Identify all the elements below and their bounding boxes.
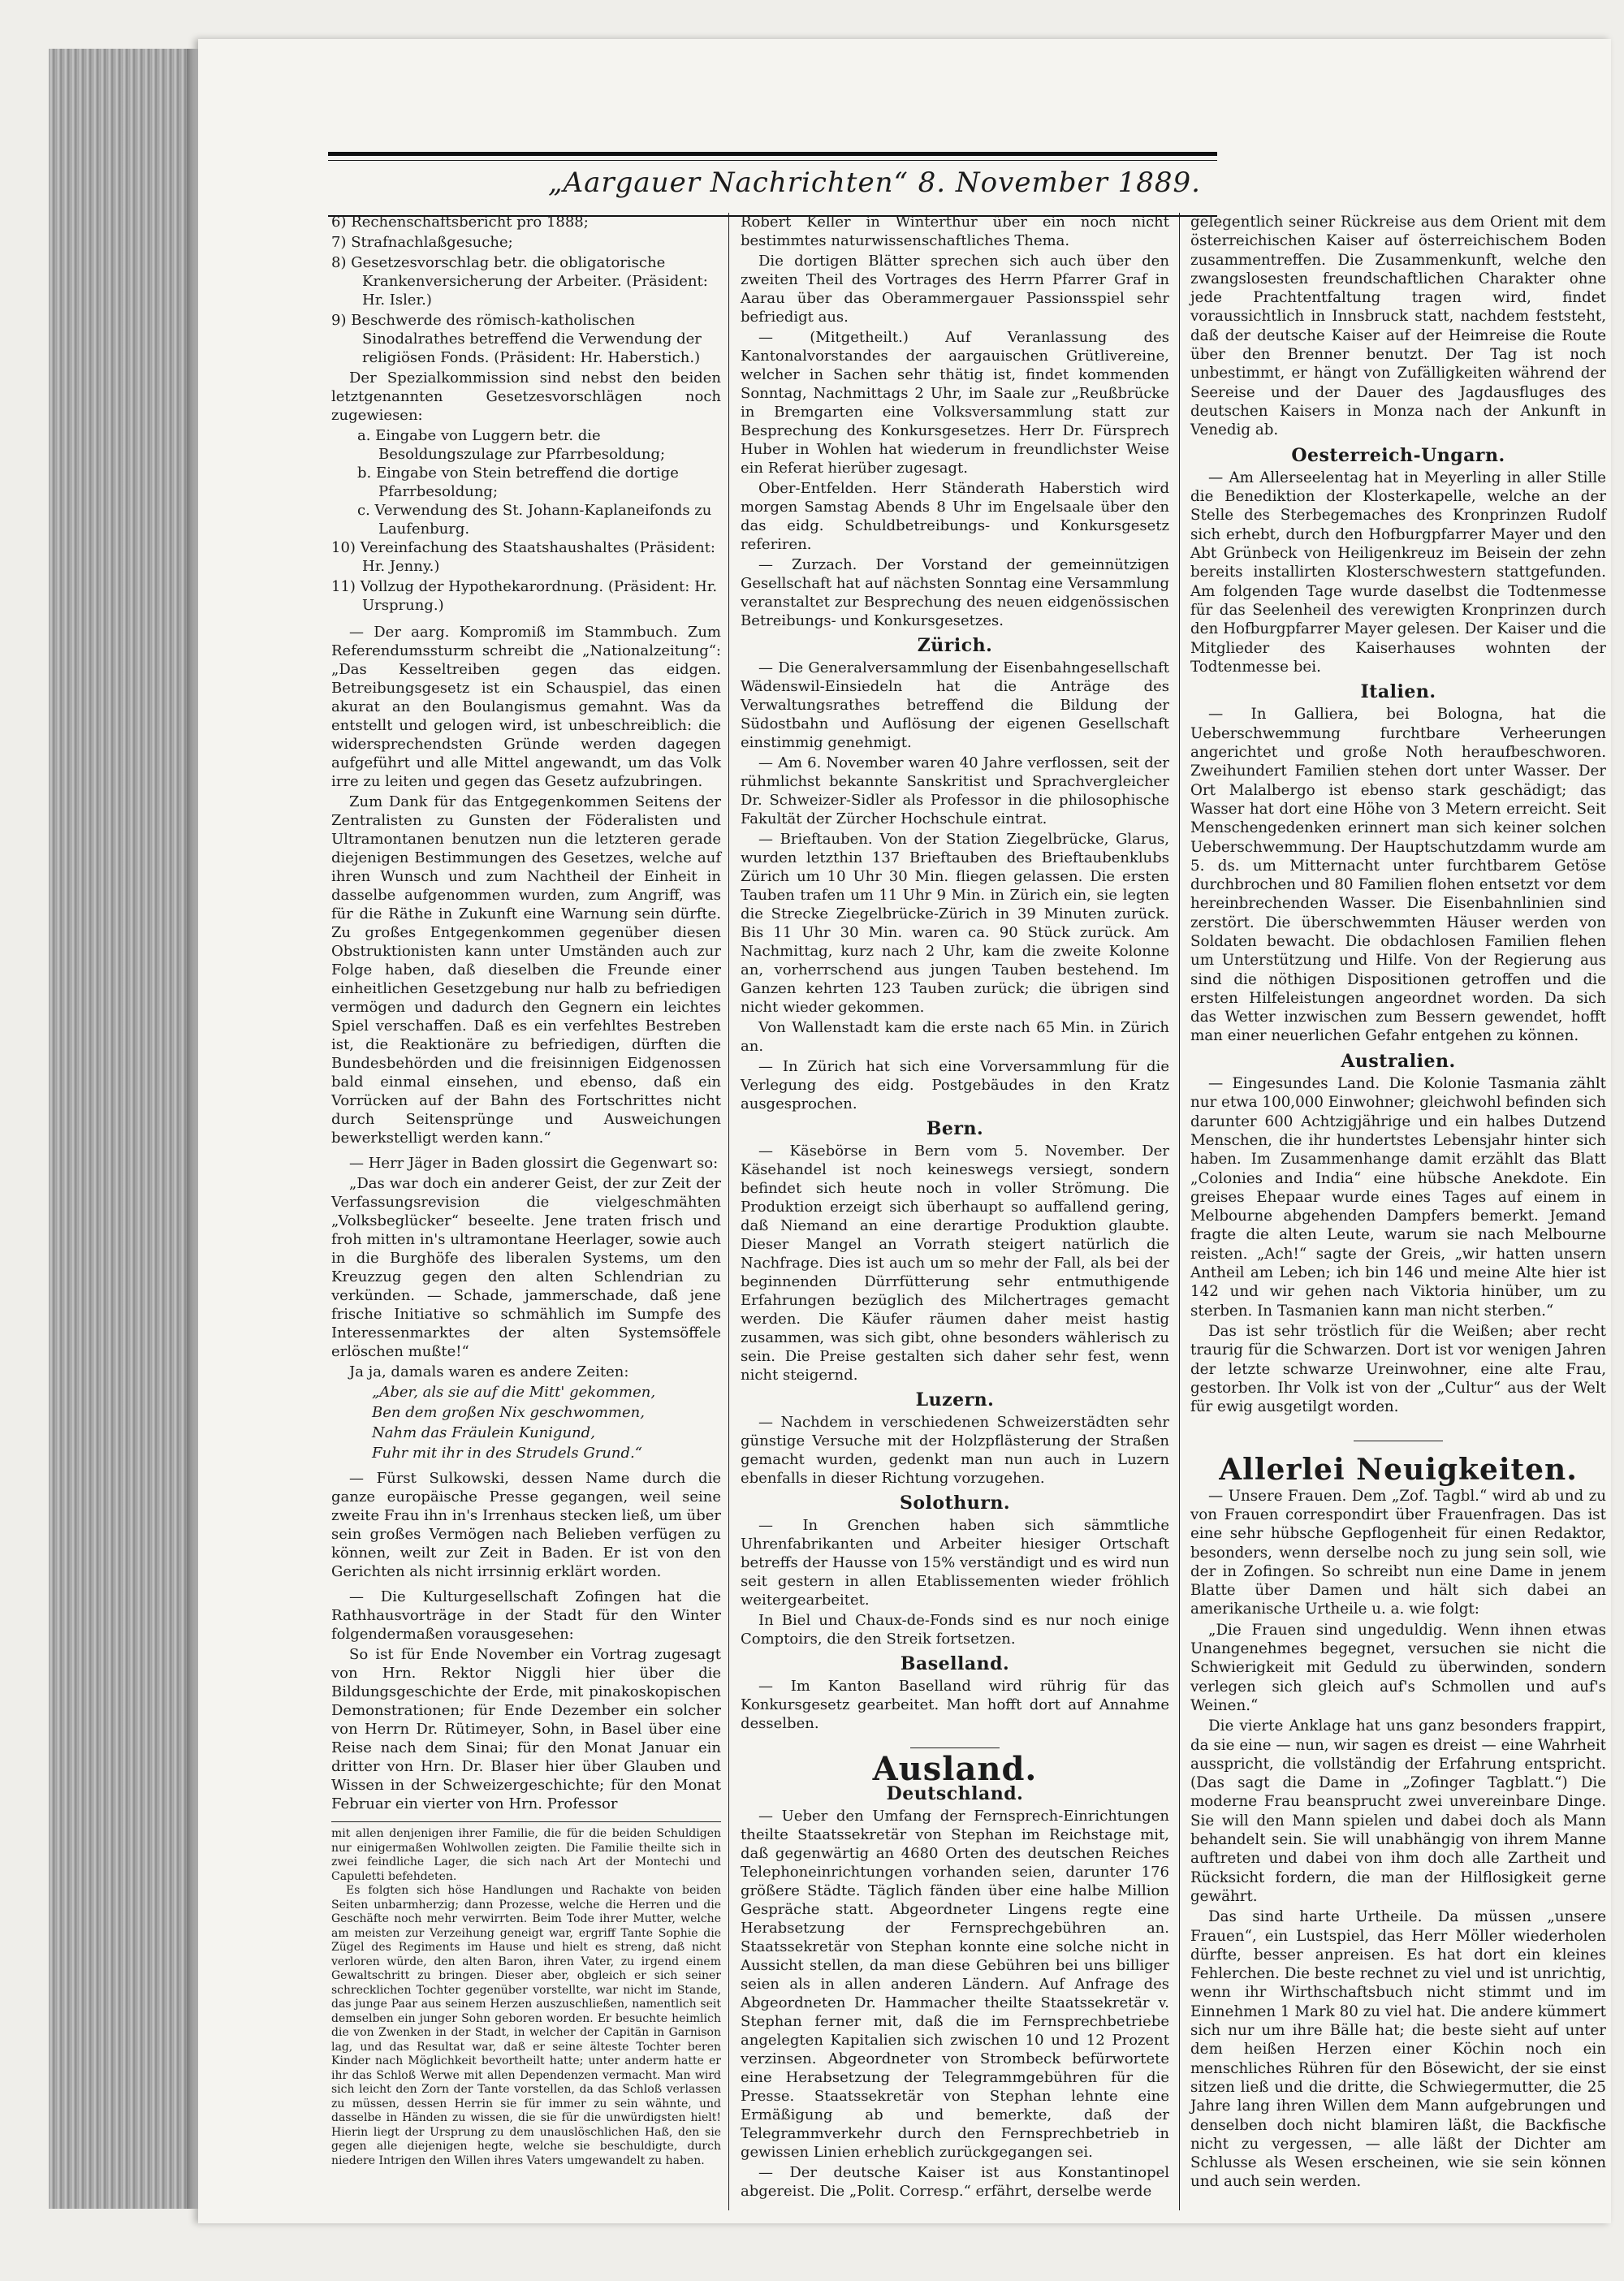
article-entfelden: Ober-Entfelden. Herr Ständerath Haberstich wird morgen Samstag Abends 8 Uhr im Engelsaale über den das eidg. Schuldbetreibungs- und Konkursgesetz referiren. (741, 480, 1169, 553)
sub-item-b: b. Eingabe von Stein betreffend die dortige Pfarrbesoldung; (357, 464, 679, 500)
article-wallenstadt: Von Wallenstadt kam die erste nach 65 Min. in Zürich an. (741, 1019, 1169, 1055)
column-2 (741, 213, 1169, 2202)
column-3 (1190, 213, 1606, 2193)
agenda-item-8: 8) Gesetzesvorschlag betr. die obligatorische Krankenversicherung der Arbeiter. (Präsident: Hr. Isler.) (331, 254, 708, 309)
article-jaeger: — Herr Jäger in Baden glossirt die Gegenwart so: (349, 1155, 719, 1172)
article-waedenswil: — Die Generalversammlung der Eisenbahngesellschaft Wädenswil-Einsiedeln hat die Anträge des Verwaltungsrathes betreffend die Bildung der Südostbahn und Auflösung der eigenen Gesellschaft einstimmig genehmigt. (741, 659, 1169, 751)
article-postgebaeude: — In Zürich hat sich eine Vorversammlung für die Verlegung des eidg. Postgebäudes in den Kratz ausgesprochen. (741, 1058, 1169, 1112)
article-tasmania-cont: Das ist sehr tröstlich für die Weißen; aber recht traurig für die Schwarzen. Dort ist vor wenigen Jahren der letzte schwarze Ureinwohner, eine alte Frau, gestorben. Ihr Volk ist von der „Cultur“ aus der Welt für ewig ausgetilgt worden. (1190, 1322, 1606, 1416)
section-heading-solothurn: Solothurn. (900, 1493, 1010, 1514)
section-heading-italien: Italien. (1360, 681, 1436, 703)
article-kaiser: — Der deutsche Kaiser ist aus Konstantinopel abgereist. Die „Polit. Corresp.“ erfährt, derselbe werde (741, 2164, 1169, 2200)
article-kulturgesellschaft: — Die Kulturgesellschaft Zofingen hat die Rathhausvorträge in der Stadt für den Winter folgendermaßen vorausgesehen: (331, 1588, 721, 1643)
section-heading-bern: Bern. (926, 1118, 984, 1139)
masthead-rule-thick (328, 152, 1217, 156)
article-gruetli: — (Mitgetheilt.) Auf Veranlassung des Kantonalvorstandes der aargauischen Grütlivereine, welcher in Sachen sehr thätig ist, findet kommenden Sonntag, Nachmittags 2 Uhr, im Saale zur „Reußbrücke in Bremgarten eine Volksversammlung statt zur Besprechung des Konkursgesetzes. Herr Dr. Fürsprech Huber in Wohlen hat wiederum in freundlichster Weise ein Referat hierüber zugesagt. (741, 329, 1169, 477)
article-jaeger-quote: „Das war doch ein anderer Geist, der zur Zeit der Verfassungsrevision die vielgeschmähten „Volksbeglücker“ beseelte. Jene traten frisch und froh mitten in's ultramontane Heerlager, sowie auch in die Burghöfe des liberalen Systems, um den Kreuzzug gegen den alten Schlendrian zu verkünden. — Schade, jammerschade, daß jene frische Initiative so schmählich im Sumpfe des Interessenmarktes der alten Systemsöffele erlöschen mußte!“ (331, 1175, 721, 1360)
agenda-item-11: 11) Vollzug der Hypothekarordnung. (Präsident: Hr. Ursprung.) (331, 578, 718, 614)
masthead-rule-thin (328, 160, 1217, 161)
section-heading-zuerich: Zürich. (917, 635, 993, 656)
section-separator (910, 1747, 1000, 1748)
article-schweizer-sidler: — Am 6. November waren 40 Jahre verflossen, seit der rühmlichst bekannte Sanskritist und Sprachvergleicher Dr. Schweizer-Sidler als Professor in die philosophische Fakultät der Zürcher Hochschule eintrat. (741, 754, 1169, 827)
column-divider-2 (1179, 213, 1180, 2210)
sub-item-a: a. Eingabe von Luggern betr. die Besoldungszulage zur Pfarrbesoldung; (357, 427, 666, 463)
verse-line-4: Fuhr mit ihr in des Strudels Grund.“ (372, 1445, 642, 1462)
column-divider-1 (728, 213, 729, 2210)
article-keller-cont: Robert Keller in Winterthur über ein noch nicht bestimmtes naturwissenschaftliches Thema. (741, 214, 1169, 249)
article-kompromiss: — Der aarg. Kompromiß im Stammbuch. Zum Referendumssturm schreibt die „Nationalzeitung“: „Das Kesseltreiben gegen das eidgen. Betreibungsgesetz ist ein Schauspiel, das einen akurat an den Boulangismus gemahnt. Was da entstellt und gelogen wird, ist unbeschreiblich: die widersprechendsten Gründe werden dagegen aufgeführt und alle Mittel angewandt, um das Volk irre zu leiten und gegen das Gesetz aufzubringen. (331, 624, 721, 790)
masthead (328, 149, 1217, 222)
verse-intro: Ja ja, damals waren es andere Zeiten: (349, 1363, 629, 1380)
feuilleton (331, 1827, 721, 2168)
agenda-item-10: 10) Vereinfachung des Staatshaushaltes (Präsident: Hr. Jenny.) (331, 539, 715, 575)
article-baselland: — Im Kanton Baselland wird rührig für das Konkursgesetz gearbeitet. Man hofft dort auf Annahme desselben. (741, 1678, 1169, 1732)
article-kaeseboerse: — Käsebörse in Bern vom 5. November. Der Käsehandel ist noch keineswegs versiegt, sondern befindet sich heute noch in voller Strömung. Die Produktion erzeigt sich überhaupt so auffallend gering, daß Niemand an eine derartige Produktion glaubte. Dieser Mangel an Vorrath steigert natürlich die Nachfrage. Dies ist auch um so mehr der Fall, als bei der beginnenden Dürrfütterung sehr entmuthigende Erfahrungen bezüglich des Milchertrages gemacht werden. Die Käufer räumen daher meist hastig zusammen, was sich gibt, ohne besonders wählerisch zu sein. Die Preise gestalten sich daher sehr fest, wenn nicht steigernd. (741, 1143, 1169, 1384)
section-heading-allerlei: Allerlei Neuigkeiten. (1219, 1453, 1578, 1488)
verse-line-3: Nahm das Fräulein Kunigund, (372, 1424, 595, 1441)
article-luzern: — Nachdem in verschiedenen Schweizerstädten sehr günstige Versuche mit der Holzpflästerung der Straßen gemacht wurden, gedenkt man nun auch in Luzern ebenfalls in dieser Richtung vorzugehen. (741, 1414, 1169, 1487)
section-heading-ausland: Ausland. (872, 1750, 1038, 1788)
article-kulturgesellschaft-cont: So ist für Ende November ein Vortrag zugesagt von Hrn. Rektor Niggli hier über die Bildungsgeschichte der Erde, mit pinakoskopischen Demonstrationen; für Ende Dezember ein solcher von Herrn Dr. Rütimeyer, Sohn, in Basel über eine Reise nach dem Sinai; für den Monat Januar ein dritter von Hrn. Dr. Blaser hier über Glauben und Wissen in der Schweizergeschichte; für den Monat Februar ein vierter von Hrn. Professor (331, 1646, 721, 1812)
article-frauen-cont: Die vierte Anklage hat uns ganz besonders frappirt, da sie eine — nun, wir sagen es dreist — eine Wahrheit ausspricht, die vollständig der Erfahrung entspricht. (Das sagt die Dame in „Zofinger Tagblatt.“) Die moderne Frau beansprucht zwei unvereinbare Dinge. Sie will den Mann spielen und dabei doch als Mann behandelt sein. Sie will unabhängig von ihrem Manne auftreten und dabei von ihm doch alle Zartheit und Rücksicht fordern, die man der Hilflosigkeit gerne gewährt. (1190, 1717, 1606, 1905)
verse-line-1: „Aber, als sie auf die Mitt' gekommen, (372, 1384, 656, 1401)
agenda-item-7: 7) Strafnachlaßgesuche; (331, 234, 513, 251)
article-frauen-end: Das sind harte Urtheile. Da müssen „unsere Frauen“, ein Lustspiel, das Herr Möller wiederholen dürfte, besser anpreisen. Es hat dort ein kleines Fehlerchen. Die beste rechnet zu viel und ist unrichtig, wenn ihr Wirthschaftsbuch nicht stimmt und im Einnehmen 1 Mark 80 zu viel hat. Die andere kümmert sich nur um ihre Bälle hat; die beste sieht auf unter dem heißen Herzen einer Köchin noch ein menschliches Rühren für den Bösewicht, der sie einst sitzen ließ und die dritte, die Schwiegermutter, die 25 Jahre lang ihren Willen dem Mann aufgebrungen und denselben doch nicht blamiren läßt, die Backfische nicht zu vergessen, — alle läßt der Dichter am Schlusse als Wesen erscheinen, wie sie sein können und auch sein werden. (1190, 1908, 1606, 2191)
verse-line-2: Ben dem großen Nix geschwommen, (372, 1404, 645, 1421)
section-heading-baselland: Baselland. (900, 1653, 1010, 1674)
article-kaiser-cont: gelegentlich seiner Rückreise aus dem Orient mit dem österreichischen Kaiser auf österreichischem Boden zusammentreffen. Die Zusammenkunft, welche den zwangslosesten freundschaftlichen Charakter ohne jede Prachtentfaltung tragen wird, findet voraussichtlich in Innsbruck statt, nachdem feststeht, daß der deutsche Kaiser auf der Heimreise die Route über den Brenner benutzt. Der Tag ist noch unbestimmt, er hängt von Zufälligkeiten während der Seereise und der Dauer des Jagdausfluges des deutschen Kaisers in Monza nach der Ankunft in Venedig ab. (1190, 214, 1606, 439)
article-brieftauben: — Brieftauben. Von der Station Ziegelbrücke, Glarus, wurden letzthin 137 Brieftauben des Brieftaubenklubs Zürich um 10 Uhr 30 Min. fliegen gelassen. Die ersten Tauben trafen um 11 Uhr 9 Min. in Zürich ein, sie legten die Strecke Ziegelbrücke-Zürich in 39 Minuten zurück. Bis 11 Uhr 30 Min. waren ca. 90 Stück zurück. Am Nachmittag, kurz nach 2 Uhr, kam die zweite Kolonne an, vorherrschend aus jungen Tauben bestehend. Im Ganzen kehrten 123 Tauben zurück; die übrigen sind nicht wieder gekommen. (741, 831, 1169, 1016)
article-frauen: — Unsere Frauen. Dem „Zof. Tagbl.“ wird ab und zu von Frauen correspondirt über Frauenfragen. Das ist eine sehr hübsche Gepflogenheit für einen Redaktor, besonders, wenn derselbe noch zu jung sein soll, wie der in Zofingen. So schreibt nun eine Dame in jenem Blatte über Damen und hält sich dabei an amerikanische Urtheile u. a. wie folgt: (1190, 1487, 1606, 1618)
article-biel: In Biel und Chaux-de-Fonds sind es nur noch einige Comptoirs, die den Streik fortsetzen. (741, 1612, 1169, 1648)
article-sulkowski: — Fürst Sulkowski, dessen Name durch die ganze europäische Presse gegangen, weil seine zweite Frau ihn in's Irrenhaus stecken ließ, um über sein großes Vermögen nach Belieben verfügen zu können, weilt zur Zeit in Baden. Er ist von den Gerichten als nicht irrsinnig erklärt worden. (331, 1470, 721, 1580)
paragraph-spezialkommission: Der Spezialkommission sind nebst den beiden letztgenannten Gesetzesvorschlägen noch zugewiesen: (331, 369, 721, 424)
masthead-title: „Aargauer Nachrichten“ 8. November 1889. (547, 166, 1201, 199)
article-fernsprech: — Ueber den Umfang der Fernsprech-Einrichtungen theilte Staatssekretär von Stephan im Reichstage mit, daß gegenwärtig an 4680 Orten des deutschen Reiches Telephoneinrichtungen vorhanden seien, darunter 176 größere Städte. Täglich fänden über eine halbe Million Gespräche statt. Abgeordneter Lingens regte eine Herabsetzung der Fernsprechgebühren an. Staatssekretär von Stephan konnte eine solche nicht in Aussicht stellen, da man diese Gebühren bei uns billiger seien als in allen anderen Ländern. Auf Anfrage des Abgeordneten Dr. Hammacher theilte Staatssekretär v. Stephan ferner mit, daß die im Fernsprechbetriebe angelegten Kapitalien sich zwischen 10 und 12 Prozent verzinsen. Abgeordneter von Strombeck befürwortete eine Herabsetzung der Telegrammgebühren für die Presse. Staatssekretär von Stephan lehnte eine Ermäßigung ab und bemerkte, daß der Telegrammverkehr durch den Fernsprechbetrieb in gewissen Linien erheblich zurückgegangen sei. (741, 1808, 1169, 2161)
feuilleton-paragraph-2: Es folgten sich höse Handlungen und Rachakte von beiden Seiten unbarmherzig; dann Prozesse, welche die Herren und die Geschäfte noch mehr verwirrten. Beim Tode ihrer Mutter, welche am meisten zur Verzeihung geneigt war, ergriff Tante Sophie die Zügel des Regiments im Hause und hielt es streng, daß nicht verloren würde, den alten Baron, ihren Vater, zu irgend einem Gewaltschritt zu bringen. Dieser aber, obgleich er sich seiner schrecklichen Tochter gegenüber vorstellte, war nicht im Stande, das junge Paar aus seinem Herzen auszuschließen, namentlich seit demselben ein junger Sohn geboren worden. Er besuchte heimlich die von Zwenken in der Stadt, in welcher der Capitän in Garnison lag, und das Resultat war, daß er seine älteste Tochter beren Kinder nach Möglichkeit bevortheilt hatte; unter anderm hatte er ihr das Schloß Werwe mit allen Dependenzen vermacht. Man wird sich leicht den Zorn der Tante vorstellen, da das Schloß verlassen zu müssen, dessen Herrin sie für immer zu sein wähnte, und dasselbe in Händen zu wissen, die sie für die unwürdigsten hielt! Hierin liegt der Ursprung zu dem unauslöschlichen Haß, den sie gegen alle diejenigen hegte, welche sie beschuldigte, durch niedere Intrigen den Willen ihres Vaters umgewandelt zu haben. (331, 1884, 721, 2167)
feuilleton-paragraph-1: mit allen denjenigen ihrer Familie, die für die beiden Schuldigen nur einigermaßen Wohlwollen zeigten. Die Familie theilte sich in zwei feindliche Lager, die sich nach Art der Montechi und Capuletti befehdeten. (331, 1827, 721, 1883)
sub-item-c: c. Verwendung des St. Johann-Kaplaneifonds zu Laufenburg. (357, 502, 712, 538)
article-frauen-quote: „Die Frauen sind ungeduldig. Wenn ihnen etwas Unangenehmes begegnet, versuchen sie nicht die Schwierigkeit mit Geduld zu überwinden, sondern verlegen sich gleich auf's Schmollen und auf's Weinen.“ (1190, 1621, 1606, 1714)
agenda-item-6: 6) Rechenschaftsbericht pro 1888; (331, 214, 589, 231)
section-heading-australien: Australien. (1341, 1050, 1456, 1072)
section-heading-oesterreich: Oesterreich-Ungarn. (1291, 444, 1505, 466)
feuilleton-rule (331, 1821, 721, 1822)
agenda-item-9: 9) Beschwerde des römisch-katholischen Sinodalrathes betreffend die Verwendung der religiösen Fonds. (Präsident: Hr. Haberstich.) (331, 312, 702, 366)
article-zurzach: — Zurzach. Der Vorstand der gemeinnützigen Gesellschaft hat auf nächsten Sonntag eine Versammlung veranstaltet zur Besprechung des neuen eidgenössischen Betreibungs- und Konkursgesetzes. (741, 556, 1169, 629)
article-meyerling: — Am Allerseelentag hat in Meyerling in aller Stille die Benediktion der Klosterkapelle, welche an der Stelle des Sterbegemaches des Kronprinzen Rudolf sich erhebt, durch den Hofburgpfarrer Mayer und den Abt Grünbeck von Heiligenkreuz im Beisein der zehn bereits installirten Klosterschwestern stattgefunden. Am folgenden Tage wurde daselbst die Todtenmesse für das Seelenheil des verewigten Kronprinzen durch den Hofburgpfarrer Mayer gelesen. Der Kaiser und die Mitglieder des Kaiserhauses wohnten der Todtenmesse bei. (1190, 469, 1606, 676)
section-heading-deutschland: Deutschland. (886, 1783, 1024, 1804)
article-grenchen: — In Grenchen haben sich sämmtliche Uhrenfabrikanten und Arbeiter hiesiger Ortschaft betreffs der Hausse von 15% verständigt und es wird nun seit gestern in allen Etablissementen wieder fröhlich weitergearbeitet. (741, 1517, 1169, 1609)
article-galliera: — In Galliera, bei Bologna, hat die Ueberschwemmung furchtbare Verheerungen angerichtet und große Noth heraufbeschworen. Zweihundert Familien stehen dort unter Wasser. Der Ort Malalbergo ist ebenso stark geschädigt; das Wasser hat dort eine Höhe von 3 Metern erreicht. Seit Menschengedenken erinnert man sich keiner solchen Ueberschwemmung. Der Hauptschutzdamm wurde am 5. ds. um Mitternacht unter furchtbarem Getöse durchbrochen und 80 Familien flohen entsetzt vor dem hereinbrechenden Wasser. Die Eisenbahnlinien sind zerstört. Die überschwemmten Häuser werden von Soldaten bewacht. Die obdachlosen Familien flehen um Unterstützung und Hilfe. Von der Regierung aus sind die nöthigen Dispositionen getroffen und die ersten Hilfeleistungen angeordnet worden. Da sich das Wetter inzwischen zum Bessern gewendet, hofft man einer neuerlichen Gefahr entgehen zu können. (1190, 706, 1606, 1045)
article-blaetter: Die dortigen Blätter sprechen sich auch über den zweiten Theil des Vortrages des Herrn Pfarrer Graf in Aarau über das Oberammergauer Passionsspiel sehr befriedigt aus. (741, 253, 1169, 326)
column-1 (331, 213, 721, 2168)
section-heading-luzern: Luzern. (915, 1389, 995, 1411)
article-kompromiss-cont: Zum Dank für das Entgegenkommen Seitens der Zentralisten zu Gunsten der Föderalisten und Ultramontanen benutzen nun die letzteren gerade diejenigen Bestimmungen des Gesetzes, welche auf ihren Wunsch und zum Nachtheil der Einheit in dasselbe aufgenommen wurden, zum Angriff, was für die Räthe in Zukunft eine Warnung sein dürfte. Zu großes Entgegenkommen gegenüber diesen Obstruktionisten kann unter Umständen auch zur Folge haben, daß dieselben die Freunde einer einheitlichen Gesetzgebung nur halb zu befriedigen vermögen und dadurch den Gegnern ein leichtes Spiel verschaffen. Daß es ein verfehltes Bestreben ist, die Reaktionäre zu befriedigen, dürften die Bundesbehörden und die freisinnigen Eidgenossen bald einmal einsehen, und ebenso, daß ein Vorrücken auf der Bahn des Fortschrittes nicht durch Seitensprünge und Ausweichungen bewerkstelligt werden kann.“ (331, 793, 721, 1147)
book-page-edges (49, 49, 195, 2209)
article-tasmania: — Eingesundes Land. Die Kolonie Tasmania zählt nur etwa 100,000 Einwohner; gleichwohl befinden sich darunter 600 Achtzigjährige und ein halbes Dutzend Menschen, die ihr hundertstes Lebensjahr hinter sich haben. Im Zusammenhange damit erzählt das Blatt „Colonies and India“ eine hübsche Anekdote. Ein greises Ehepaar wurde eines Tages auf einem in Melbourne abgehenden Dampfers bemerkt. Jemand fragte die alten Leute, warum sie nach Melbourne reisten. „Ach!“ sagte der Greis, „wir hatten unsern Antheil am Leben; ich bin 146 und meine Alte hier ist 142 und wir gehen nach Viktoria hinüber, um zu sterben. In Tasmanien kann man nicht sterben.“ (1190, 1075, 1606, 1320)
